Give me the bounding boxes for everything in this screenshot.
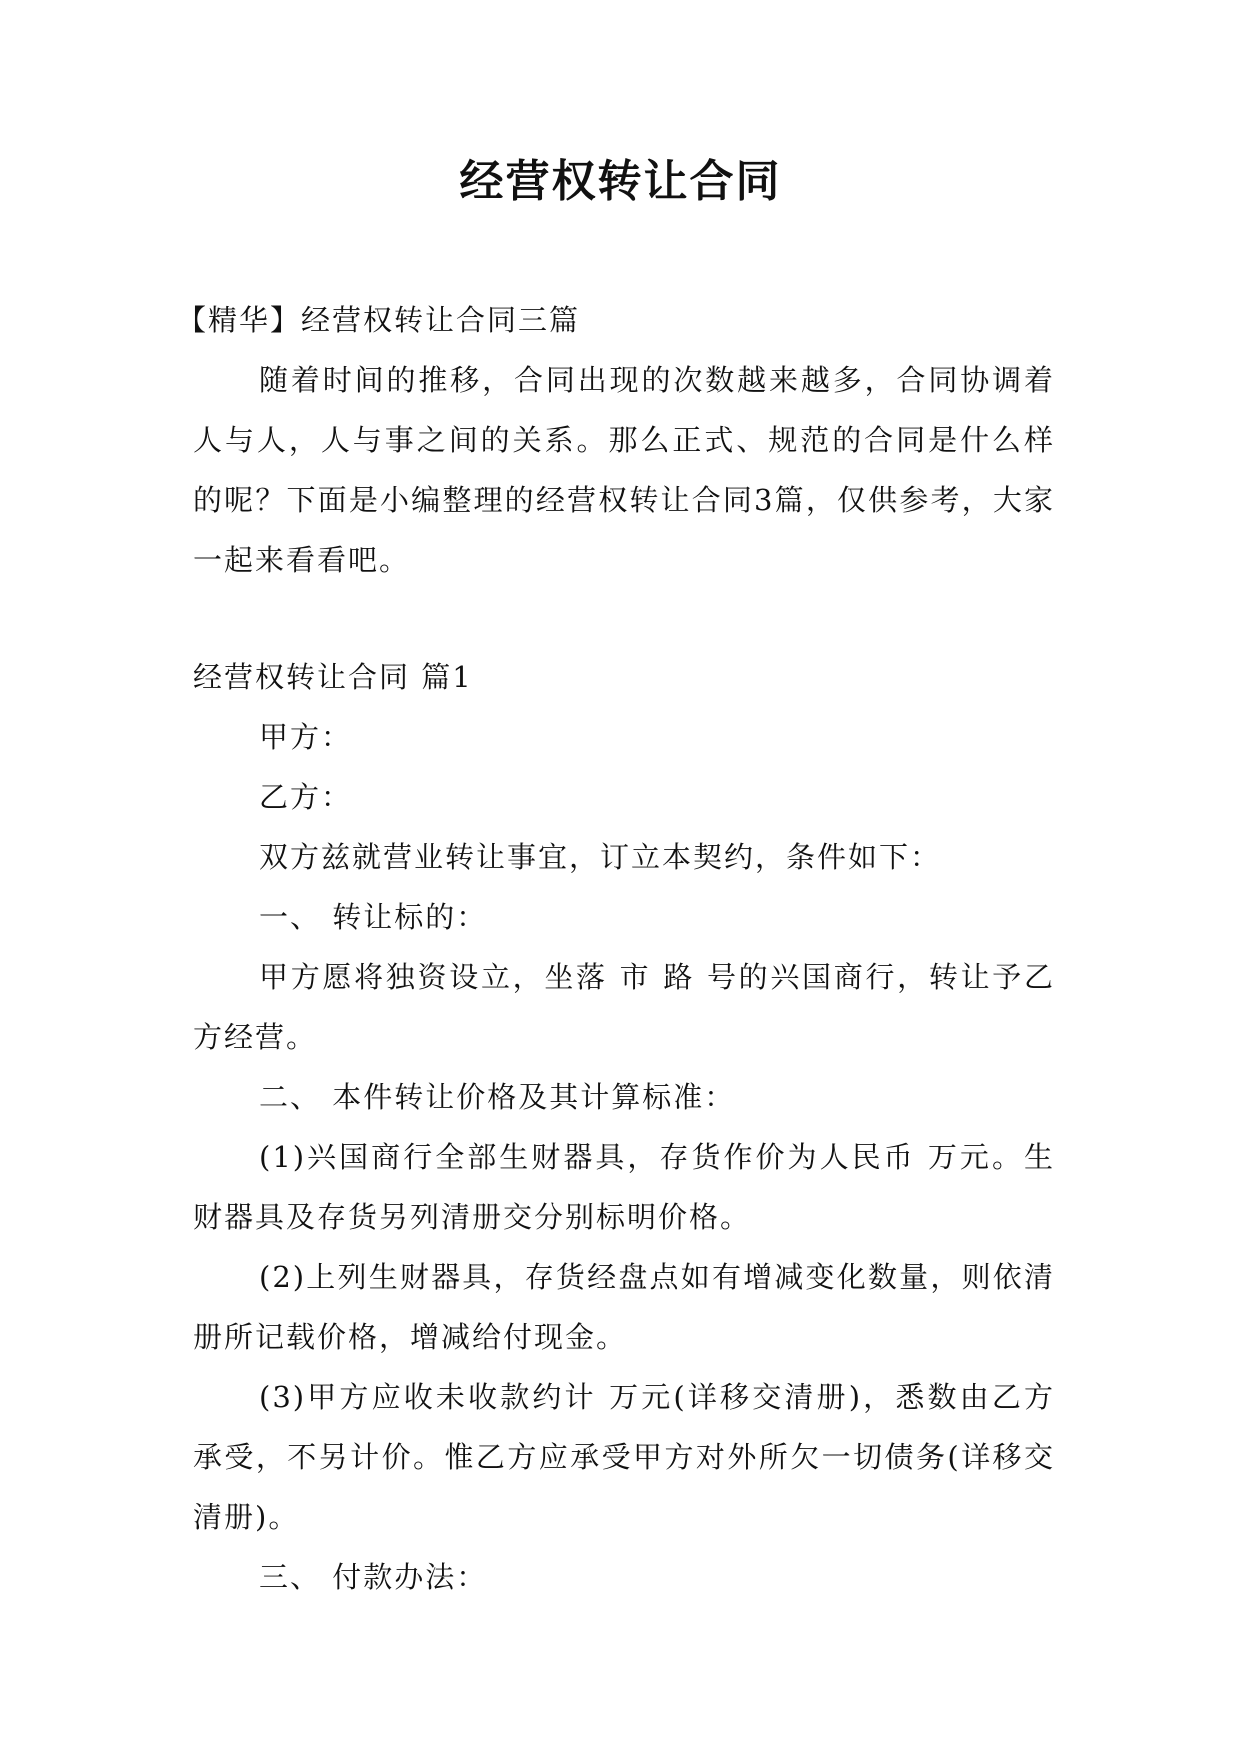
clause-paragraph: 甲方愿将独资设立，坐落 市 路 号的兴国商行，转让予乙方经营。 xyxy=(193,960,1055,1054)
clause-heading-3: 三、 付款办法： xyxy=(259,1560,488,1594)
clause-paragraph: (1)兴国商行全部生财器具，存货作价为人民币 万元。生财器具及存货另列清册交分别标明价格。 xyxy=(193,1140,1055,1234)
section-heading: 经营权转让合同 篇1 xyxy=(193,660,473,694)
agreement-preamble: 双方兹就营业转让事宜，订立本契约，条件如下： xyxy=(259,840,942,874)
clause-paragraph: (3)甲方应收未收款约计 万元(详移交清册)，悉数由乙方承受，不另计价。惟乙方应承受甲方对外所欠一切债务(详移交清册)。 xyxy=(193,1380,1055,1534)
document-title: 经营权转让合同 xyxy=(459,156,782,207)
clause-heading-1: 一、 转让标的： xyxy=(259,900,488,934)
party-a-line: 甲方： xyxy=(259,720,353,754)
document-subtitle: 【精华】经营权转让合同三篇 xyxy=(177,303,581,337)
intro-paragraph: 随着时间的推移，合同出现的次数越来越多，合同协调着人与人，人与事之间的关系。那么正式、规范的合同是什么样的呢？下面是小编整理的经营权转让合同3篇，仅供参考，大家一起来看看吧。 xyxy=(193,363,1055,577)
document-body xyxy=(177,290,1055,1607)
party-b-line: 乙方： xyxy=(259,780,353,814)
clause-heading-2: 二、 本件转让价格及其计算标准： xyxy=(259,1080,736,1114)
clause-paragraph: (2)上列生财器具，存货经盘点如有增减变化数量，则依清册所记载价格，增减给付现金。 xyxy=(193,1260,1055,1354)
